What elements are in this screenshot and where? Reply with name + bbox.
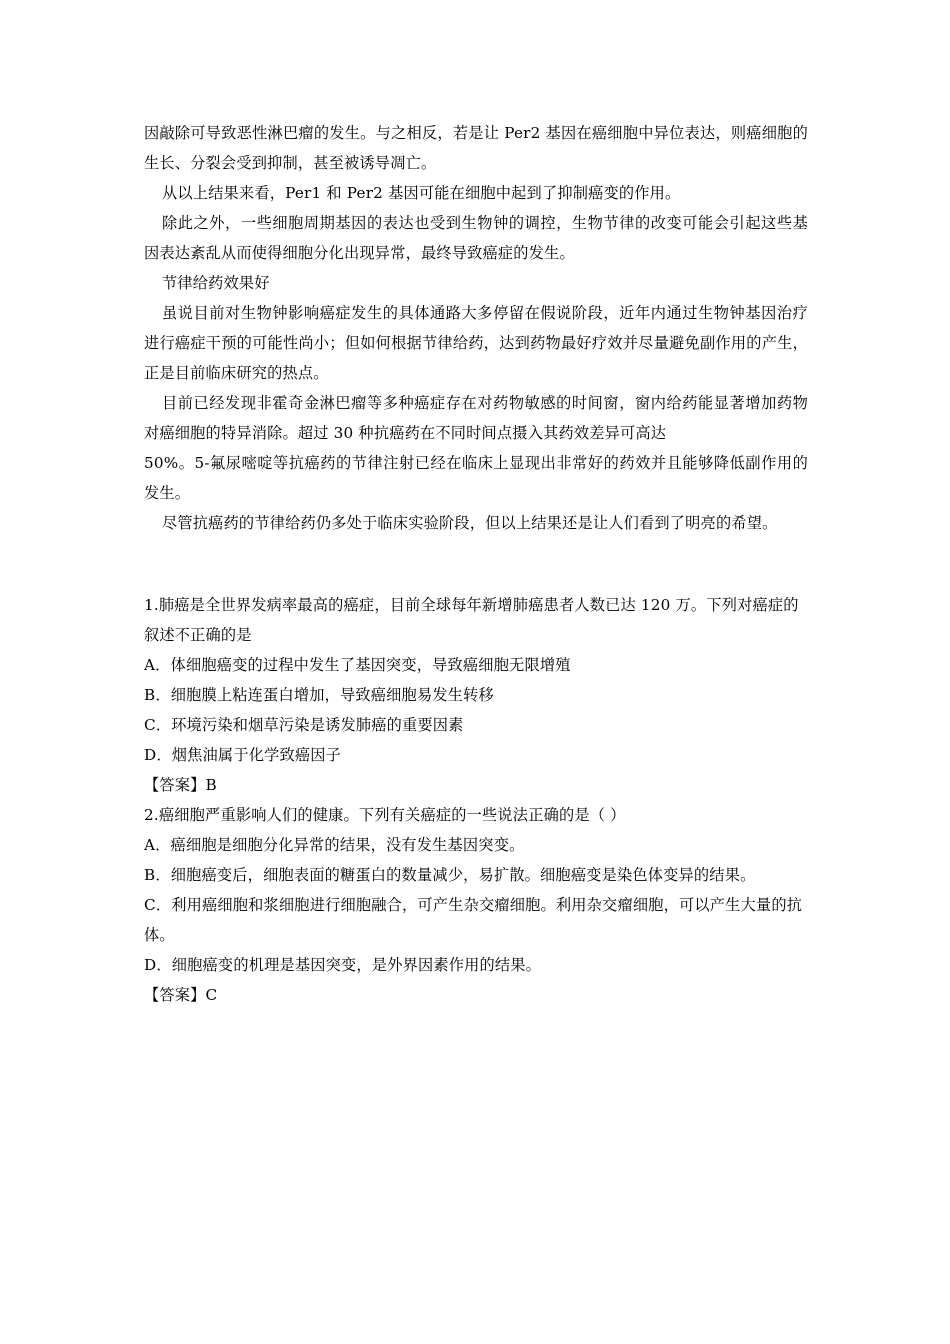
question-option: D．烟焦油属于化学致癌因子 (144, 746, 342, 764)
spacer (144, 538, 808, 590)
article-paragraph: 因敲除可导致恶性淋巴瘤的发生。与之相反，若是让 Per2 基因在癌细胞中异位表达，则癌细胞的生长、分裂会受到抑制，甚至被诱导凋亡。 (144, 124, 808, 172)
question-2 (144, 800, 808, 1010)
question-option: A．体细胞癌变的过程中发生了基因突变，导致癌细胞无限增殖 (144, 656, 571, 674)
question-answer: 【答案】B (144, 776, 217, 794)
question-1 (144, 590, 808, 800)
article-paragraph: 从以上结果来看，Per1 和 Per2 基因可能在细胞中起到了抑制癌变的作用。 (162, 184, 681, 202)
question-option: D．细胞癌变的机理是基因突变，是外界因素作用的结果。 (144, 956, 542, 974)
question-stem: 1.肺癌是全世界发病率最高的癌症，目前全球每年新增肺癌患者人数已达 120 万。下列对癌症的叙述不正确的是 (144, 596, 799, 644)
question-option: C．利用癌细胞和浆细胞进行细胞融合，可产生杂交瘤细胞。利用杂交瘤细胞，可以产生大量的抗体。 (144, 896, 803, 944)
article-paragraph: 50%。5-氟尿嘧啶等抗癌药的节律注射已经在临床上显现出非常好的药效并且能够降低副作用的发生。 (144, 454, 808, 502)
question-answer: 【答案】C (144, 986, 218, 1004)
question-option: A．癌细胞是细胞分化异常的结果，没有发生基因突变。 (144, 836, 525, 854)
question-stem: 2.癌细胞严重影响人们的健康。下列有关癌症的一些说法正确的是（ ） (144, 806, 626, 824)
article-paragraph: 除此之外，一些细胞周期基因的表达也受到生物钟的调控，生物节律的改变可能会引起这些基因表达紊乱从而使得细胞分化出现异常，最终导致癌症的发生。 (144, 214, 808, 262)
article-paragraph: 目前已经发现非霍奇金淋巴瘤等多种癌症存在对药物敏感的时间窗，窗内给药能显著增加药物对癌细胞的特异消除。超过 30 种抗癌药在不同时间点摄入其药效差异可高达 (144, 394, 808, 442)
question-option: B．细胞膜上粘连蛋白增加，导致癌细胞易发生转移 (144, 686, 494, 704)
article-paragraph: 虽说目前对生物钟影响癌症发生的具体通路大多停留在假说阶段，近年内通过生物钟基因治疗进行癌症干预的可能性尚小；但如何根据节律给药，达到药物最好疗效并尽量避免副作用的产生，正是目前临床研究的热点。 (144, 304, 808, 382)
article-paragraph: 尽管抗癌药的节律给药仍多处于临床实验阶段，但以上结果还是让人们看到了明亮的希望。 (162, 514, 778, 532)
document-body (144, 118, 808, 1010)
question-option: C．环境污染和烟草污染是诱发肺癌的重要因素 (144, 716, 464, 734)
question-option: B．细胞癌变后，细胞表面的糖蛋白的数量减少，易扩散。细胞癌变是染色体变异的结果。 (144, 866, 756, 884)
section-heading: 节律给药效果好 (162, 274, 270, 292)
